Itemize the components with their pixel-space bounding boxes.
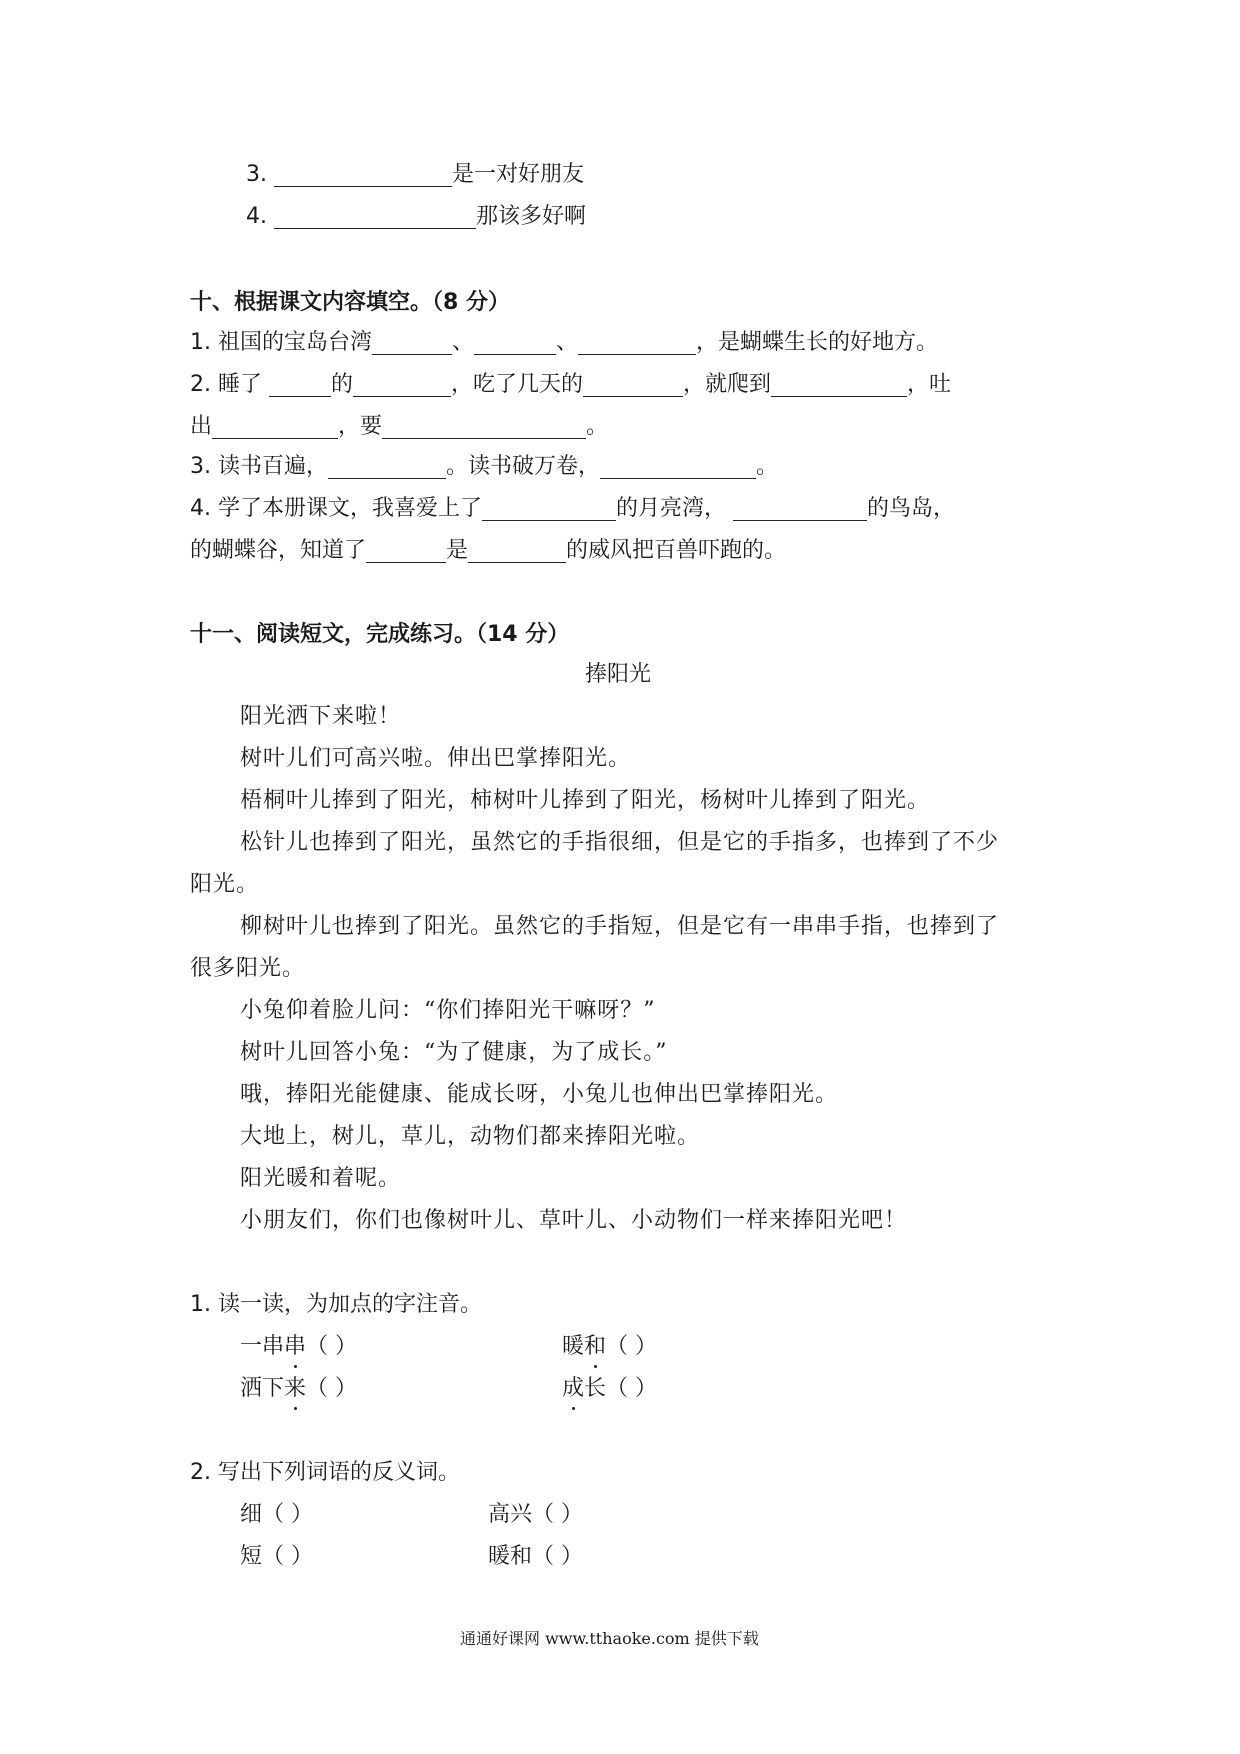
section-10-q3: 3. 读书百遍， 。读书破万卷， 。 <box>190 454 779 479</box>
antonym-item: 暖和（ ） <box>488 1544 584 1569</box>
passage-paragraph: 树叶儿们可高兴啦。伸出巴掌捧阳光。 <box>240 746 632 771</box>
answer-blank[interactable] <box>733 496 867 521</box>
answer-blank[interactable] <box>328 454 446 479</box>
answer-paren[interactable]: （ ） <box>532 1544 584 1569</box>
passage-paragraph: 柳树叶儿也捧到了阳光。虽然它的手指短，但是它有一串串手指，也捧到了 <box>240 914 1000 939</box>
dotted-char: 来 <box>284 1374 306 1404</box>
answer-paren[interactable]: （ ） <box>306 1334 358 1359</box>
passage-paragraph: 哦，捧阳光能健康、能成长呀，小兔儿也伸出巴掌捧阳光。 <box>240 1082 839 1107</box>
passage-paragraph: 阳光。 <box>190 872 260 897</box>
section-10-q4-cont: 的蝴蝶谷，知道了 是 的威风把百兽吓跑的。 <box>190 538 787 563</box>
fill-item-3: 3. 是一对好朋友 <box>246 162 585 187</box>
answer-blank[interactable] <box>382 414 586 439</box>
section-11-heading: 十一、阅读短文，完成练习。（14 分） <box>190 622 570 647</box>
exercise-1-prompt: 1. 读一读，为加点的字注音。 <box>190 1292 482 1317</box>
answer-blank[interactable] <box>212 414 338 439</box>
section-10-q2: 2. 睡了 的 ，吃了几天的 ，就爬到 ，吐 <box>190 372 952 397</box>
answer-blank[interactable] <box>482 496 616 521</box>
passage-paragraph: 大地上，树儿，草儿，动物们都来捧阳光啦。 <box>240 1124 701 1149</box>
answer-blank[interactable] <box>583 372 683 397</box>
passage-paragraph: 很多阳光。 <box>190 956 306 981</box>
antonym-item: 短（ ） <box>240 1544 314 1569</box>
antonym-item: 高兴（ ） <box>488 1502 584 1527</box>
answer-blank[interactable] <box>474 330 556 355</box>
answer-paren[interactable]: （ ） <box>306 1376 358 1401</box>
passage-paragraph: 小兔仰着脸儿问：“你们捧阳光干嘛呀？” <box>240 998 656 1023</box>
answer-blank[interactable] <box>578 330 696 355</box>
passage-paragraph: 阳光暖和着呢。 <box>240 1166 402 1191</box>
answer-blank[interactable] <box>771 372 907 397</box>
passage-paragraph: 树叶儿回答小兔：“为了健康，为了成长。” <box>240 1040 668 1065</box>
pinyin-item: 洒下来（ ） <box>240 1374 357 1404</box>
pinyin-item: 暖和（ ） <box>562 1332 657 1362</box>
section-10-heading: 十、根据课文内容填空。（8 分） <box>190 290 510 315</box>
pinyin-item: 成长（ ） <box>562 1374 657 1404</box>
section-10-q2-cont: 出 ，要 。 <box>190 414 609 439</box>
dotted-char: 成 <box>562 1374 584 1404</box>
answer-blank[interactable] <box>274 204 476 229</box>
answer-blank[interactable] <box>274 162 452 187</box>
passage-paragraph: 松针儿也捧到了阳光，虽然它的手指很细，但是它的手指多，也捧到了不少 <box>240 830 1000 855</box>
answer-blank[interactable] <box>468 538 566 563</box>
answer-paren[interactable]: （ ） <box>262 1502 314 1527</box>
passage-paragraph: 小朋友们，你们也像树叶儿、草叶儿、小动物们一样来捧阳光吧！ <box>240 1208 908 1233</box>
answer-paren[interactable]: （ ） <box>262 1544 314 1569</box>
answer-blank[interactable] <box>353 372 451 397</box>
fill-item-4: 4. 那该多好啊 <box>246 204 587 229</box>
answer-paren[interactable]: （ ） <box>606 1334 658 1359</box>
answer-blank[interactable] <box>366 538 446 563</box>
section-10-q1: 1. 祖国的宝岛台湾 、 、 ，是蝴蝶生长的好地方。 <box>190 330 939 355</box>
passage-paragraph: 阳光洒下来啦！ <box>240 704 402 729</box>
antonym-item: 细（ ） <box>240 1502 314 1527</box>
passage-paragraph: 梧桐叶儿捧到了阳光，柿树叶儿捧到了阳光，杨树叶儿捧到了阳光。 <box>240 788 931 813</box>
dotted-char: 和 <box>584 1332 606 1362</box>
passage-title: 捧阳光 <box>585 662 652 687</box>
page-footer: 通通好课网 www.tthaoke.com 提供下载 <box>460 1629 759 1648</box>
exercise-2-prompt: 2. 写出下列词语的反义词。 <box>190 1460 460 1485</box>
dotted-char: 串 <box>284 1332 306 1362</box>
answer-blank[interactable] <box>269 372 331 397</box>
answer-blank[interactable] <box>600 454 756 479</box>
section-10-q4: 4. 学了本册课文，我喜爱上了 的月亮湾， 的鸟岛， <box>190 496 956 521</box>
answer-paren[interactable]: （ ） <box>532 1502 584 1527</box>
answer-paren[interactable]: （ ） <box>606 1376 658 1401</box>
answer-blank[interactable] <box>372 330 452 355</box>
pinyin-item: 一串串（ ） <box>240 1332 357 1362</box>
